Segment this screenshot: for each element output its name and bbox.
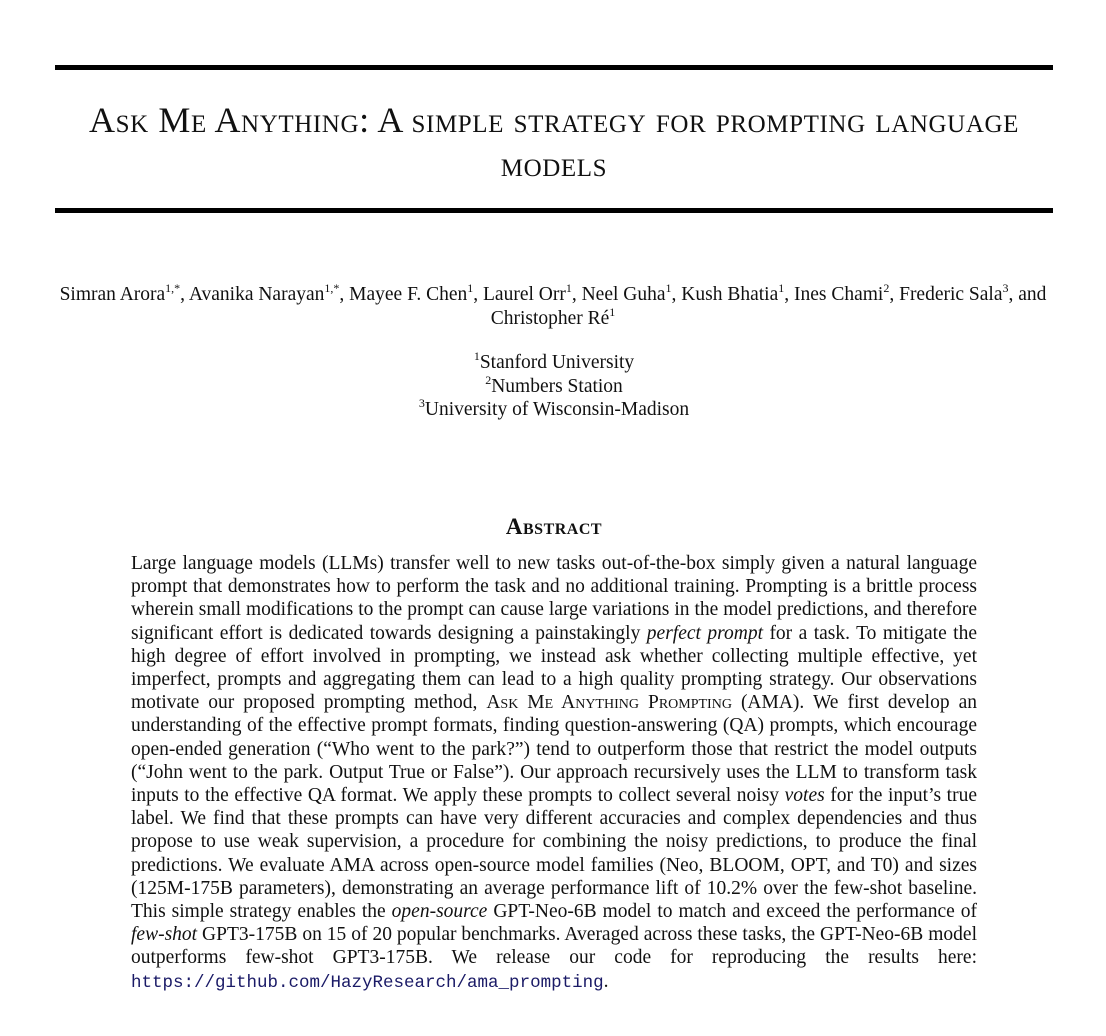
affiliation: $^1$Stanford University [473,349,635,373]
author-affiliation-mark: 2 [883,281,890,295]
author-name: Frederic Sala [899,284,1003,305]
method-name: Ask Me Anything Prompting [486,692,732,714]
author-name: Avanika Narayan [188,284,325,305]
author-affiliation-mark: 1 [609,305,616,319]
author-list: Simran Arora$^{1,*}$, Avanika Narayan$^{1,*}$, Mayee F. Chen$^1$, Laurel Orr$^1$, Neel Guha$^1$, Kush Bhatia$^1$, Ines Chami$^2$, Frederic Sala$^3$, and Christopher $Ré^1$ [59,281,1047,329]
title-rule-bottom [55,208,1053,213]
code-repository-link[interactable]: https://github.com/HazyResearch/ama_prompting [131,972,604,993]
author-name: Mayee F. Chen [349,284,468,305]
author-affiliation-mark: 3 [1002,281,1009,295]
author-name: Simran Arora [59,284,166,305]
affiliation-list [55,351,1053,422]
author-name: Ines Chami [793,284,884,305]
emphasis: open-source [391,901,488,923]
author-name: Laurel Orr [483,284,566,305]
author-affiliation-mark: 1 [778,281,785,295]
affiliation: $^2$Numbers Station [485,372,623,397]
author-name: Neel Guha [581,284,666,305]
emphasis: perfect prompt [646,622,763,644]
author-affiliation-mark: 1 [665,281,672,295]
abstract-body: Large language models (LLMs) transfer well to new tasks out-of-the-box simply given a natural language prompt that demonstrates how to perform the task and no additional training. Prompting is a brittle process wherein small modifications to the prompt can cause large variations in the model predictions, and therefore significant effort is dedicated towards designing a painstakingly perfect prompt for a task. To mitigate the high degree of effort involved in prompting, we instead ask whether collecting multiple effective, yet imperfect, prompts and aggregating them can lead to a high quality prompting strategy. Our observations motivate our proposed prompting method, Ask Me Anything Prompting (AMA). We first develop an understanding of the effective prompt formats, finding question-answering (QA) prompts, which encourage open-ended generation (“Who went to the park?”) tend to outperform those that restrict the model outputs (“John went to the park. Output True or False”). Our approach recursively uses the LLM to transform task inputs to the effective QA format. We apply these prompts to collect several noisy votes for the input’s true label. We find that these prompts can have very different accuracies and complex dependencies and thus propose to use weak supervision, a procedure for combining the noisy predictions, to produce the final predictions. We evaluate AMA across open-source model families (Neo, BLOOM, OPT, and T0) and sizes (125M-175B parameters), demonstrating an average performance lift of 10.2% over the few-shot baseline. This simple strategy enables the open-source GPT-Neo-6B model to match and exceed the performance of few-shot GPT3-175B on 15 of 20 popular benchmarks. Averaged across these tasks, the GPT-Neo-6B model outperforms few-shot GPT3-175B. We release our code for reproducing the results here: https://github.com/HazyResearch/ama_prompting. [131,553,977,993]
author-name: Christopher Ré [490,308,610,329]
paper-title: Ask Me Anything: A simple strategy for prompting language models [89,100,1019,184]
abstract-heading: Abstract [505,514,603,539]
emphasis: few-shot [131,924,198,946]
title-rule-top [55,65,1053,70]
author-affiliation-mark: 1 [565,281,572,295]
author-affiliation-mark: 1,* [165,281,181,295]
author-affiliation-mark: 1 [467,281,474,295]
emphasis: votes [784,785,825,807]
affiliation: $^3$University of Wisconsin-Madison [418,396,690,420]
author-name: Kush Bhatia [681,284,779,305]
author-affiliation-mark: 1,* [324,281,340,295]
